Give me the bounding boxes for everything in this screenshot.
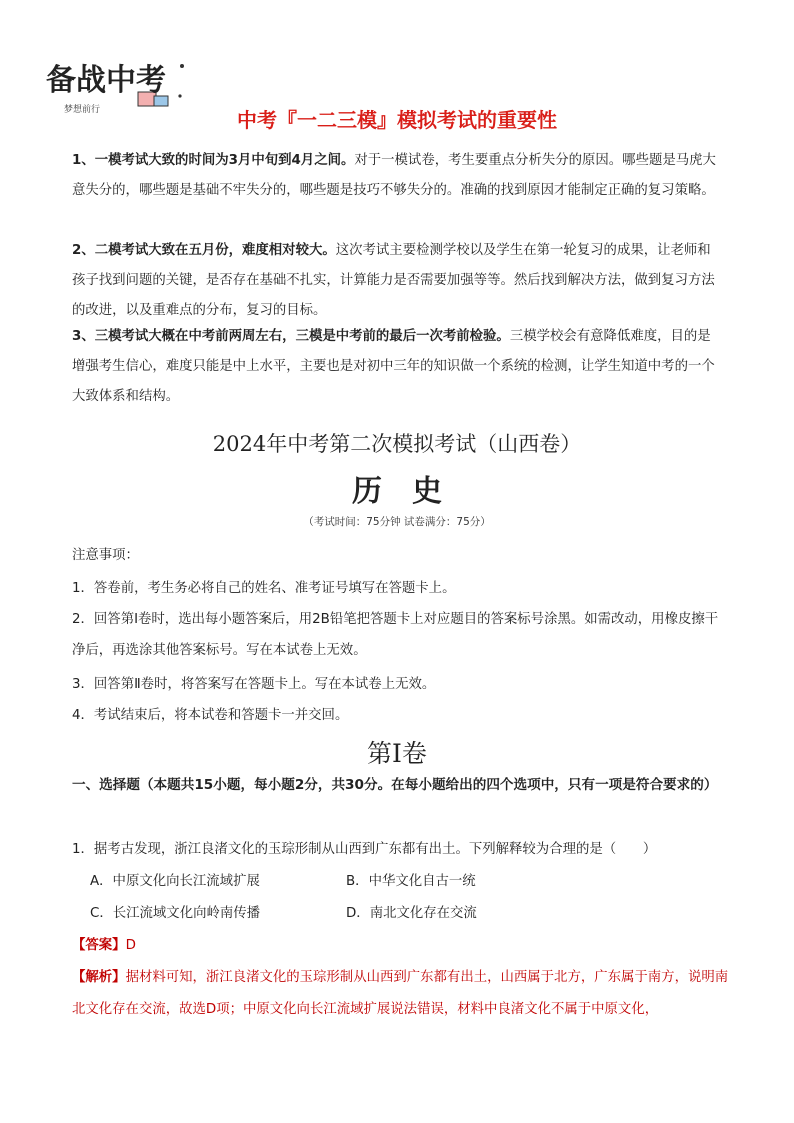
intro-paragraph-3 [72, 322, 722, 412]
intro-paragraph-1 [72, 146, 722, 206]
intro-lead: 2、二模考试大致在五月份，难度相对较大。 [72, 243, 336, 258]
note-item: 3．回答第Ⅱ卷时，将答案写在答题卡上。写在本试卷上无效。 [72, 677, 436, 692]
note-item: 1．答卷前，考生务必将自己的姓名、准考证号填写在答题卡上。 [72, 581, 456, 596]
answer-label: 【答案】 [72, 938, 126, 953]
intro-text: 三模学校会有意降低难度，目的是增强考生信心，难度只能是中上水平，主要也是对初中三年的知识做一个系统的检测，让学生知道中考的一个大致体系和结构。 [72, 329, 715, 404]
intro-lead: 3、三模考试大概在中考前两周左右，三模是中考前的最后一次考前检验。 [72, 329, 510, 344]
answer-line [72, 934, 136, 953]
svg-text:备战中考: 备战中考 [46, 63, 166, 98]
banner-title: 中考『一二三模』模拟考试的重要性 [237, 108, 557, 132]
option-b: B．中华文化自古一统 [346, 874, 476, 889]
intro-text: 对于一模试卷，考生要重点分析失分的原因。哪些题是马虎大意失分的，哪些题是基础不牢失分的，哪些题是技巧不够失分的。准确的找到原因才能制定正确的复习策略。 [72, 153, 716, 198]
analysis-paragraph [72, 962, 732, 1026]
question-stem: 1．据考古发现，浙江良渚文化的玉琮形制从山西到广东都有出土。下列解释较为合理的是（ ） [72, 842, 657, 857]
intro-paragraph-2 [72, 236, 722, 326]
intro-text: 这次考试主要检测学校以及学生在第一轮复习的成果，让老师和孩子找到问题的关键，是否存在基础不扎实，计算能力是否需要加强等等。然后找到解决方法，做到复习方法的改进，以及重难点的分布，复习的目标。 [72, 243, 715, 318]
intro-lead: 1、一模考试大致的时间为3月中旬到4月之间。 [72, 153, 355, 168]
notes-heading: 注意事项： [72, 548, 139, 563]
analysis-label: 【解析】 [72, 970, 126, 985]
analysis-text: 据材料可知，浙江良渚文化的玉琮形制从山西到广东都有出土，山西属于北方，广东属于南方，说明南北文化存在交流，故选D项；中原文化向长江流域扩展说法错误，材料中良渚文化不属于中原文化， [72, 970, 729, 1017]
option-d: D．南北文化存在交流 [346, 906, 477, 921]
answer-value: D [125, 938, 136, 953]
subject-title: 历史 [352, 474, 472, 509]
option-a: A．中原文化向长江流域扩展 [90, 874, 260, 889]
option-c: C．长江流域文化向岭南传播 [90, 906, 261, 921]
note-item: 4．考试结束后，将本试卷和答题卡一并交回。 [72, 708, 349, 723]
svg-text:梦想前行: 梦想前行 [64, 105, 101, 115]
section-title: 第Ⅰ卷 [367, 739, 427, 768]
exam-title: 2024年中考第二次模拟考试（山西卷） [212, 432, 582, 456]
exam-info: （考试时间：75分钟 试卷满分：75分） [303, 516, 491, 528]
note-item: 2．回答第Ⅰ卷时，选出每小题答案后，用2B铅笔把答题卡上对应题目的答案标号涂黑。如需改动，用橡皮擦干净后，再选涂其他答案标号。写在本试卷上无效。 [72, 612, 719, 658]
section-description: 一、选择题（本题共15小题，每小题2分，共30分。在每小题给出的四个选项中，只有一项是符合要求的） [72, 777, 718, 793]
